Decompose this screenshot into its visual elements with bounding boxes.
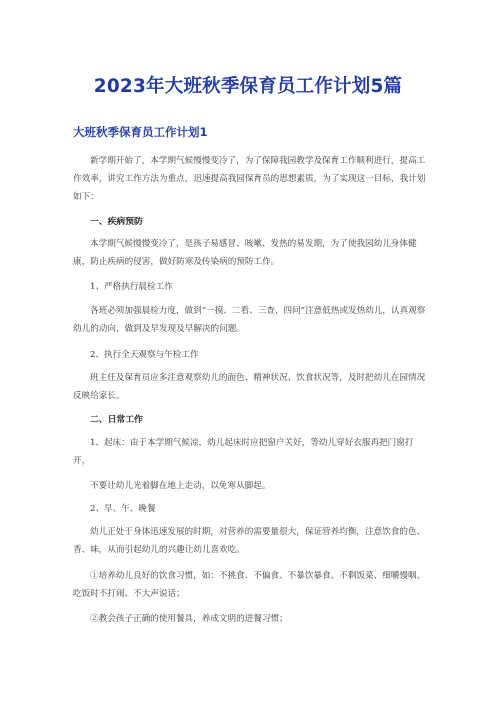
list-item-daily-observation: 2、执行全天观察与午检工作 (90, 350, 199, 360)
section-subtitle: 大班秋季保育员工作计划1 (73, 125, 208, 139)
paragraph-morning-check: 各班必须加强晨检力度，做到“一摸、二看、三查、四问”注意低热或发热幼儿，认真观察幼儿的动向，做到及早发现及早解决的问题。 (73, 306, 426, 334)
paragraph-intro: 新学期开始了，本学期气候慢慢变冷了，为了保障我园教学及保育工作顺利进行，提高工作效率，讲究工作方法为重点，迅速提高我园保育员的思想素质，为了实现这一目标，我计划如下： (73, 156, 426, 202)
document-title: 2023年大班秋季保育员工作计划5篇 (93, 76, 403, 97)
paragraph-barefoot: 不要让幼儿光着脚在地上走动，以免寒从脚起。 (90, 481, 271, 491)
paragraph-nutrition: 幼儿正处于身体迅速发展的时期，对营养的需要量很大，保证营养均衡，注意饮食的色、香、味，从而引起幼儿的兴趣让幼儿喜欢吃。 (73, 527, 426, 555)
paragraph-utensils: ②教会孩子正确的使用餐具，养成文明的进餐习惯； (90, 614, 288, 624)
paragraph-eating-habits: ①培养幼儿良好的饮食习惯，如：不挑食、不偏食、不暴饮暴食、不剩饭菜、细嚼慢咽、吃饭时不打闹、不大声说话； (73, 571, 426, 599)
paragraph-disease-prevention: 本学期气候慢慢变冷了，是孩子易感冒、咳嗽、发热的易发期，为了使我园幼儿身体健康，防止疾病的侵害，做好防寒及传染病的预防工作。 (73, 239, 417, 267)
list-item-meals: 2、早、午、晚餐 (90, 504, 156, 514)
paragraph-wake-up: 1、起床：由于本学期气候凉，幼儿起床时应把窗户关好，等幼儿穿好衣服再把门窗打开， (73, 438, 414, 466)
paragraph-daily-observation: 班主任及保育员应多注意观察幼儿的面色、精神状况、饮食状况等，及时把幼儿在园情况反映给家长。 (73, 373, 426, 401)
heading-disease-prevention: 一、疾病预防 (90, 217, 143, 227)
heading-daily-work: 二、日常工作 (90, 415, 143, 425)
list-item-morning-check: 1、严格执行晨检工作 (90, 282, 173, 292)
